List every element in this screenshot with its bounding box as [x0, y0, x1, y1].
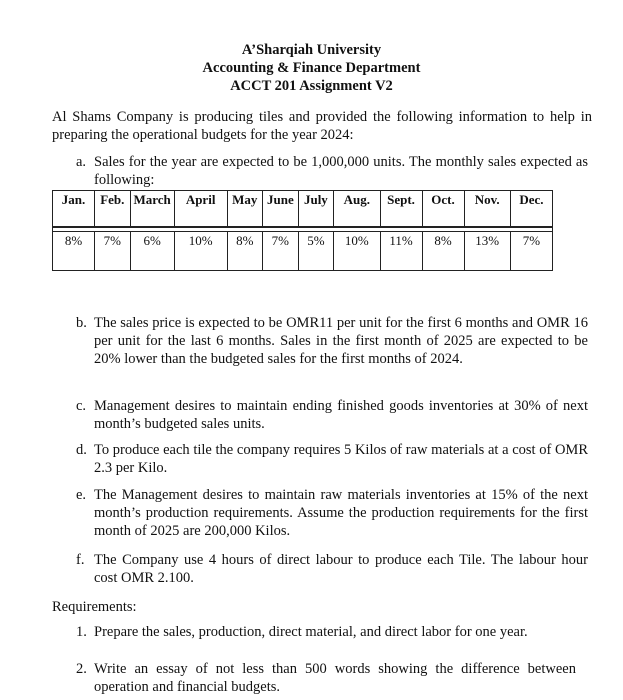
- requirement-1-label: 1.: [76, 624, 87, 640]
- item-c-text: Management desires to maintain ending finished goods inventories at 30% of next month’s budgeted sales units.: [94, 398, 588, 432]
- month-cell: June: [263, 191, 299, 228]
- requirement-2-label: 2.: [76, 661, 87, 677]
- requirement-2-text: Write an essay of not less than 500 words showing the difference between operation and financial budgets.: [94, 661, 576, 695]
- table-values-row: [53, 232, 553, 271]
- table-header-row: [53, 191, 553, 228]
- percent-cell: 8%: [53, 232, 95, 271]
- percent-cell: 8%: [227, 232, 263, 271]
- item-d-label: d.: [76, 442, 87, 458]
- percent-cell: 7%: [95, 232, 131, 271]
- requirement-2: [76, 660, 576, 696]
- department-name: Accounting & Finance Department: [202, 60, 421, 76]
- item-e-label: e.: [76, 487, 87, 503]
- percent-cell: 5%: [298, 232, 334, 271]
- month-cell: Sept.: [380, 191, 422, 228]
- percent-cell: 13%: [464, 232, 510, 271]
- month-cell: Nov.: [464, 191, 510, 228]
- assignment-title: ACCT 201 Assignment V2: [230, 78, 393, 94]
- requirements-title: Requirements:: [52, 599, 137, 615]
- month-cell: May: [227, 191, 263, 228]
- item-f: [76, 551, 588, 587]
- requirement-1-text: Prepare the sales, production, direct material, and direct labor for one year.: [94, 624, 528, 640]
- item-a: [76, 153, 588, 189]
- item-c-label: c.: [76, 398, 87, 414]
- university-name: A’Sharqiah University: [241, 42, 382, 58]
- month-cell: July: [298, 191, 334, 228]
- month-cell: March: [130, 191, 174, 228]
- item-f-label: f.: [76, 552, 85, 568]
- item-d-text: To produce each tile the company requires 5 Kilos of raw materials at a cost of OMR 2.3 per Kilo.: [94, 442, 588, 476]
- percent-cell: 10%: [174, 232, 227, 271]
- month-cell: Jan.: [53, 191, 95, 228]
- percent-cell: 7%: [263, 232, 299, 271]
- month-cell: April: [174, 191, 227, 228]
- percent-cell: 7%: [510, 232, 552, 271]
- month-cell: Oct.: [422, 191, 464, 228]
- item-a-label: a.: [76, 154, 87, 170]
- month-cell: Dec.: [510, 191, 552, 228]
- percent-cell: 6%: [130, 232, 174, 271]
- month-cell: Feb.: [95, 191, 131, 228]
- item-f-text: The Company use 4 hours of direct labour to produce each Tile. The labour hour cost OMR 2.100.: [94, 552, 588, 586]
- percent-cell: 10%: [334, 232, 380, 271]
- monthly-sales-table: [52, 190, 553, 271]
- item-b-label: b.: [76, 315, 87, 331]
- item-c: [76, 397, 588, 433]
- item-e-text: The Management desires to maintain raw materials inventories at 15% of the next month’s production requirements. Assume the production requirements for the first month of 2025 are 200,000 Kilos.: [94, 487, 588, 539]
- item-e: [76, 486, 588, 540]
- item-a-text: Sales for the year are expected to be 1,000,000 units. The monthly sales expected as following:: [94, 154, 588, 188]
- percent-cell: 8%: [422, 232, 464, 271]
- percent-cell: 11%: [380, 232, 422, 271]
- item-b: [76, 314, 588, 368]
- item-b-text: The sales price is expected to be OMR11 per unit for the first 6 months and OMR 16 per unit for the last 6 months. Sales in the first month of 2025 are expected to be 20% lower than the budgeted sales for the first months of 2024.: [94, 315, 588, 367]
- intro-paragraph: Al Shams Company is producing tiles and provided the following information to help in preparing the operational budgets for the year 2024:: [52, 109, 592, 143]
- document-header: [0, 41, 623, 95]
- item-d: [76, 441, 588, 477]
- month-cell: Aug.: [334, 191, 380, 228]
- requirement-1: [76, 623, 576, 641]
